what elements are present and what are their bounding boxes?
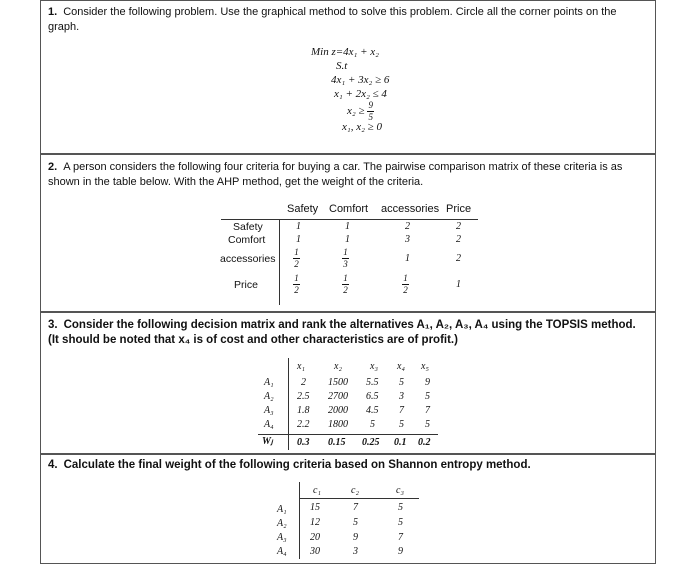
question-1-text: 1. Consider the following problem. Use the graphical method to solve this problem. Circle all the corner points on the graph. [48, 6, 617, 33]
topsis-cell: 1.8 [297, 405, 310, 416]
q1-objective: Min z=4x₁ + x₂ [311, 46, 380, 58]
ahp-col-header: Safety [287, 203, 319, 215]
entropy-cell: 30 [310, 546, 320, 557]
entropy-row-label: A₄ [277, 546, 287, 557]
topsis-weights-rule [258, 434, 438, 435]
question-3-text: 3. Consider the following decision matrix and rank the alternatives A₁, A₂, A₃, A₄ using the TOPSIS method. (It should be noted that x₄ is of cost and other characteristics are of profit.) [48, 319, 636, 346]
topsis-cell: 2700 [328, 391, 348, 402]
question-2-text: 2. A person considers the following four criteria for buying a car. The pairwise comparison matrix of these criteria is as shown in the table below. With the AHP method, get the weight of the criteria. [48, 161, 623, 188]
topsis-weight: 0.3 [297, 437, 310, 448]
entropy-cell: 3 [353, 546, 358, 557]
topsis-cell: 4.5 [366, 405, 379, 416]
question-2-number: 2. [48, 161, 58, 173]
ahp-cell-fraction: $\frac{1}{2}$ [294, 247, 299, 269]
question-3-number: 3. [48, 319, 58, 331]
question-1-number: 1. [48, 6, 58, 18]
ahp-cell: 2 [405, 221, 410, 232]
entropy-row-label: A₃ [277, 532, 287, 543]
q1-constraint-3: x₂ ≥ $\frac{9}{5}$ [347, 100, 373, 122]
q1-constraint-2: x₁ + 2x₂ ≤ 4 [334, 88, 387, 100]
topsis-cell: 5 [370, 419, 375, 430]
topsis-cell: 9 [425, 377, 430, 388]
topsis-col-header: x₃ [370, 361, 378, 372]
entropy-cell: 9 [398, 546, 403, 557]
topsis-weight: 0.2 [418, 437, 431, 448]
entropy-cell: 7 [353, 502, 358, 513]
topsis-weight: 0.25 [362, 437, 380, 448]
question-4-number: 4. [48, 459, 58, 471]
ahp-cell: 2 [456, 253, 461, 264]
topsis-cell: 5.5 [366, 377, 379, 388]
topsis-col-header: x₂ [334, 361, 342, 372]
topsis-cell: 7 [425, 405, 430, 416]
topsis-cell: 3 [399, 391, 404, 402]
entropy-cell: 7 [398, 532, 403, 543]
topsis-cell: 5 [425, 391, 430, 402]
question-4-text: 4. Calculate the final weight of the following criteria based on Shannon entropy method. [48, 459, 531, 471]
entropy-cell: 15 [310, 502, 320, 513]
topsis-cell: 2.5 [297, 391, 310, 402]
topsis-row-label: A₃ [264, 405, 274, 416]
ahp-cell: 1 [296, 221, 301, 232]
ahp-cell-fraction: $\frac{1}{2}$ [343, 273, 348, 295]
ahp-cell: 3 [405, 234, 410, 245]
topsis-cell: 5 [399, 377, 404, 388]
topsis-cell: 1800 [328, 419, 348, 430]
topsis-cell: 1500 [328, 377, 348, 388]
entropy-cell: 5 [353, 517, 358, 528]
entropy-col-header: c₂ [351, 485, 359, 496]
ahp-row-label: accessories [220, 253, 276, 265]
q1-constraint-3-fraction: $\frac{9}{5}$ [368, 100, 373, 122]
topsis-row-label: A₄ [264, 419, 274, 430]
ahp-row-label: Safety [233, 221, 263, 233]
ahp-cell: 1 [405, 253, 410, 264]
topsis-col-header: x₅ [421, 361, 429, 372]
entropy-row-label: A₁ [277, 504, 287, 515]
entropy-header-rule [299, 498, 419, 499]
ahp-row-label: Comfort [228, 234, 266, 246]
ahp-col-header: accessories [381, 203, 440, 215]
q1-st: S.t [336, 60, 348, 72]
ahp-cell: 1 [296, 234, 301, 245]
ahp-cell: 2 [456, 234, 461, 245]
topsis-row-label: A₁ [264, 377, 274, 388]
entropy-cell: 12 [310, 517, 320, 528]
ahp-row-label: Price [234, 279, 258, 291]
entropy-cell: 5 [398, 502, 403, 513]
topsis-weight: 0.15 [328, 437, 346, 448]
entropy-cell: 5 [398, 517, 403, 528]
ahp-cell: 1 [345, 221, 350, 232]
ahp-cell-fraction: $\frac{1}{2}$ [294, 273, 299, 295]
ahp-col-header: Comfort [329, 203, 369, 215]
topsis-cell: 2000 [328, 405, 348, 416]
ahp-cell: 2 [456, 221, 461, 232]
ahp-header-rule [221, 219, 478, 220]
ahp-col-header: Price [446, 203, 472, 215]
topsis-row-label: A₂ [264, 391, 274, 402]
ahp-cell-fraction: $\frac{1}{3}$ [343, 247, 348, 269]
topsis-cell: 6.5 [366, 391, 379, 402]
q1-constraint-4: x₁, x₂ ≥ 0 [342, 121, 382, 133]
topsis-cell: 2.2 [297, 419, 310, 430]
ahp-cell: 1 [345, 234, 350, 245]
entropy-row-rule [299, 482, 300, 559]
entropy-row-label: A₂ [277, 518, 287, 529]
ahp-row-rule [279, 219, 280, 305]
ahp-cell: 1 [456, 279, 461, 290]
entropy-col-header: c₁ [313, 485, 321, 496]
entropy-cell: 9 [353, 532, 358, 543]
topsis-cell: 5 [399, 419, 404, 430]
topsis-col-header: x₄ [397, 361, 405, 372]
topsis-weights-label: Wⱼ [262, 436, 273, 447]
topsis-cell: 5 [425, 419, 430, 430]
topsis-row-rule [288, 358, 289, 450]
topsis-cell: 2 [301, 377, 306, 388]
topsis-col-header: x₁ [297, 361, 305, 372]
ahp-cell-fraction: $\frac{1}{2}$ [403, 273, 408, 295]
entropy-cell: 20 [310, 532, 320, 543]
topsis-weight: 0.1 [394, 437, 407, 448]
entropy-col-header: c₃ [396, 485, 404, 496]
q1-constraint-1: 4x₁ + 3x₂ ≥ 6 [331, 74, 390, 86]
topsis-cell: 7 [399, 405, 404, 416]
